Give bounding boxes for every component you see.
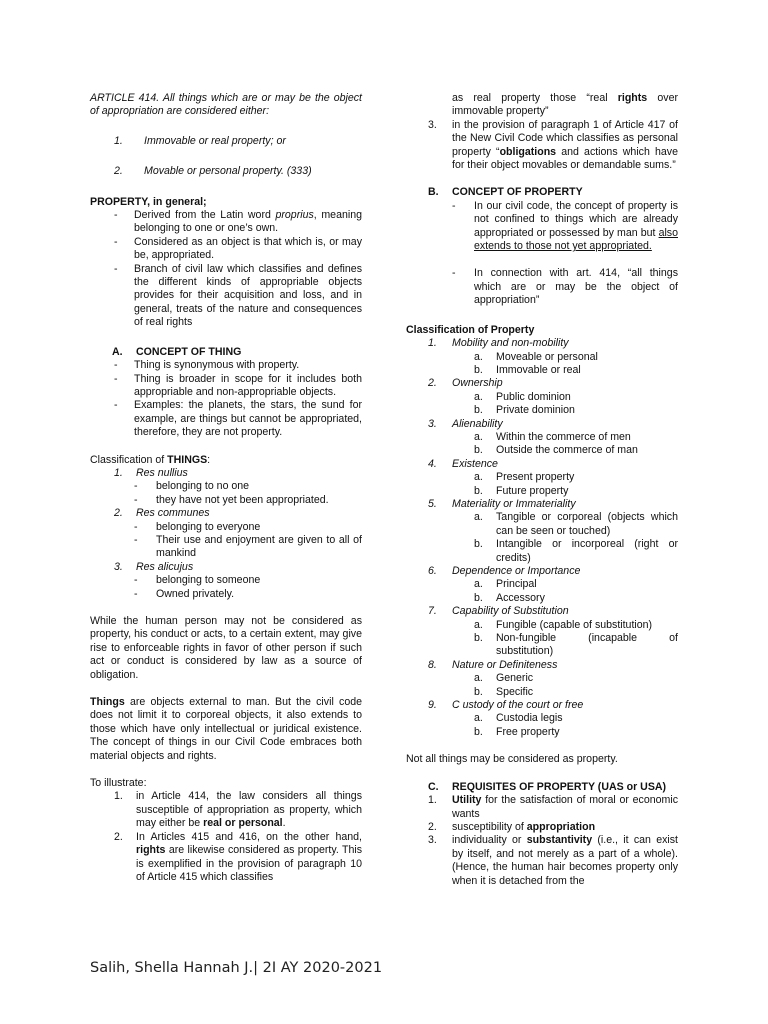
- list-item: b. Free property: [474, 725, 560, 738]
- list-item: 1. in Article 414, the law considers all things susceptible of appropriation as property, which may either be real or personal.: [114, 790, 362, 830]
- list-item: 1. Res nullius: [114, 466, 188, 479]
- concept-thing-heading: A. CONCEPT OF THING: [112, 345, 242, 358]
- list-item: b. Specific: [474, 685, 534, 698]
- list-item: 7. Capability of Substitution: [428, 605, 569, 618]
- list-item: a. Within the commerce of men: [474, 430, 631, 443]
- list-item: a. Moveable or personal: [474, 350, 598, 363]
- list-item: - Their use and enjoyment are given to all of mankind: [134, 533, 362, 560]
- list-item: b. Non-fungible (incapable of substitution): [474, 632, 678, 658]
- list-item: 9. C ustody of the court or free: [428, 699, 584, 712]
- list-item: 1. Utility for the satisfaction of moral or economic wants: [428, 794, 678, 820]
- list-item: a. Tangible or corporeal (objects which can be seen or touched): [474, 511, 678, 537]
- list-item: 3. Res alicujus: [114, 560, 194, 573]
- list-item: a. Principal: [474, 578, 537, 591]
- list-item: - In our civil code, the concept of property is not confined to things which are already appropriated or possessed by man but also extends to those not yet appropriated.: [452, 199, 678, 253]
- list-item: 2. susceptibility of appropriation: [428, 820, 596, 833]
- list-item: a. Fungible (capable of substitution): [474, 618, 653, 631]
- illustrate-list: [90, 790, 362, 884]
- list-item: a. Custodia legis: [474, 712, 563, 725]
- illustrate-label: To illustrate:: [90, 777, 147, 790]
- list-item: - Examples: the planets, the stars, the sund for example, are things but cannot be appropriated, therefore, they are not property.: [114, 399, 362, 439]
- list-item: - belonging to someone: [134, 574, 261, 587]
- list-item: - Branch of civil law which classifies and defines the different kinds of appropriable objects provides for their acquisition and loss, and in general, treats of the nature and consequences of real rights: [114, 262, 362, 329]
- property-heading: PROPERTY, in general;: [90, 195, 207, 208]
- right-column: [406, 92, 678, 888]
- list-item: 5. Materiality or Immateriality: [428, 497, 576, 510]
- list-item: - belonging to everyone: [134, 520, 261, 533]
- concept-property-bullets: [406, 200, 678, 308]
- list-item: - they have not yet been appropriated.: [134, 493, 329, 506]
- article-item: 2. Movable or personal property. (333): [114, 165, 312, 178]
- requisites-heading: C. REQUISITES OF PROPERTY (UAS or USA): [428, 780, 667, 793]
- list-item: 3. Alienability: [428, 417, 503, 430]
- continued-text: as real property those “real rights over immovable property”: [452, 92, 678, 118]
- list-item: 3. individuality or substantivity (i.e., it can exist by itself, and not merely as a part of a whole). (Hence, the human hair becomes property only when it is detached from the: [428, 834, 678, 887]
- list-item: 2. Ownership: [428, 377, 503, 390]
- list-item: a. Present property: [474, 471, 575, 484]
- not-all-things-text: Not all things may be considered as property.: [406, 753, 618, 766]
- requisites-list: [406, 794, 678, 888]
- human-person-paragraph: While the human person may not be considered as property, his conduct or acts, to a certain extent, may give rise to enforceable rights in favor of other person if such act or conduct is considered by law as a source of obligation.: [90, 615, 362, 681]
- list-item: b. Intangible or incorporeal (right or credits): [474, 538, 678, 564]
- list-item: - Derived from the Latin word proprius, meaning belonging to one or one’s own.: [114, 209, 362, 235]
- list-item: 8. Nature or Definiteness: [428, 658, 558, 671]
- classification-property-heading: Classification of Property: [406, 323, 535, 336]
- list-item: 2. Res communes: [114, 507, 210, 520]
- article-item: 1. Immovable or real property; or: [114, 134, 286, 147]
- things-list: [90, 467, 362, 601]
- list-item: b. Future property: [474, 484, 569, 497]
- things-paragraph: Things are objects external to man. But the civil code does not limit it to corporeal objects, it also extends to those which have only intellectual or juridical existence. The concept of things in our Civil Code embraces both material objects and rights.: [90, 696, 362, 762]
- list-item: - Thing is synonymous with property.: [114, 359, 300, 372]
- list-item: b. Outside the commerce of man: [474, 444, 638, 457]
- list-item: 2. In Articles 415 and 416, on the other hand, rights are likewise considered as property. This is exemplified in the provision of paragraph 10 of Article 415 which classifies: [114, 830, 362, 883]
- list-item: a. Public dominion: [474, 390, 571, 403]
- classification-things-heading: Classification of THINGS:: [90, 453, 211, 466]
- left-column: [90, 92, 362, 884]
- list-item: a. Generic: [474, 672, 534, 685]
- list-item: 4. Existence: [428, 457, 498, 470]
- list-item: 3. in the provision of paragraph 1 of Article 417 of the New Civil Code which classifies as personal property “obligations and actions which have for their object movables or demandable sums.”: [428, 118, 678, 172]
- concept-thing-bullets: [90, 359, 362, 439]
- list-item: - Owned privately.: [134, 587, 235, 600]
- classification-property-list: [406, 337, 678, 739]
- list-item: b. Accessory: [474, 591, 545, 604]
- footer-author: Salih, Shella Hannah J.| 2I AY 2020-2021: [90, 960, 383, 976]
- list-item: - belonging to no one: [134, 480, 250, 493]
- list-item: - Thing is broader in scope for it includes both appropriable and non-appropriable objects.: [114, 372, 362, 398]
- list-item: b. Private dominion: [474, 404, 575, 417]
- list-item: b. Immovable or real: [474, 363, 581, 376]
- list-item: - Considered as an object is that which is, or may be, appropriated.: [114, 235, 362, 262]
- list-item: 1. Mobility and non-mobility: [428, 337, 569, 350]
- concept-property-heading: B. CONCEPT OF PROPERTY: [428, 186, 583, 199]
- property-bullets: [90, 209, 362, 330]
- list-item: 6. Dependence or Importance: [428, 565, 581, 577]
- list-item: - In connection with art. 414, “all things which are or may be the object of appropriation”: [452, 267, 678, 307]
- article-414-text: ARTICLE 414. All things which are or may be the object of appropriation are considered either:: [90, 92, 362, 118]
